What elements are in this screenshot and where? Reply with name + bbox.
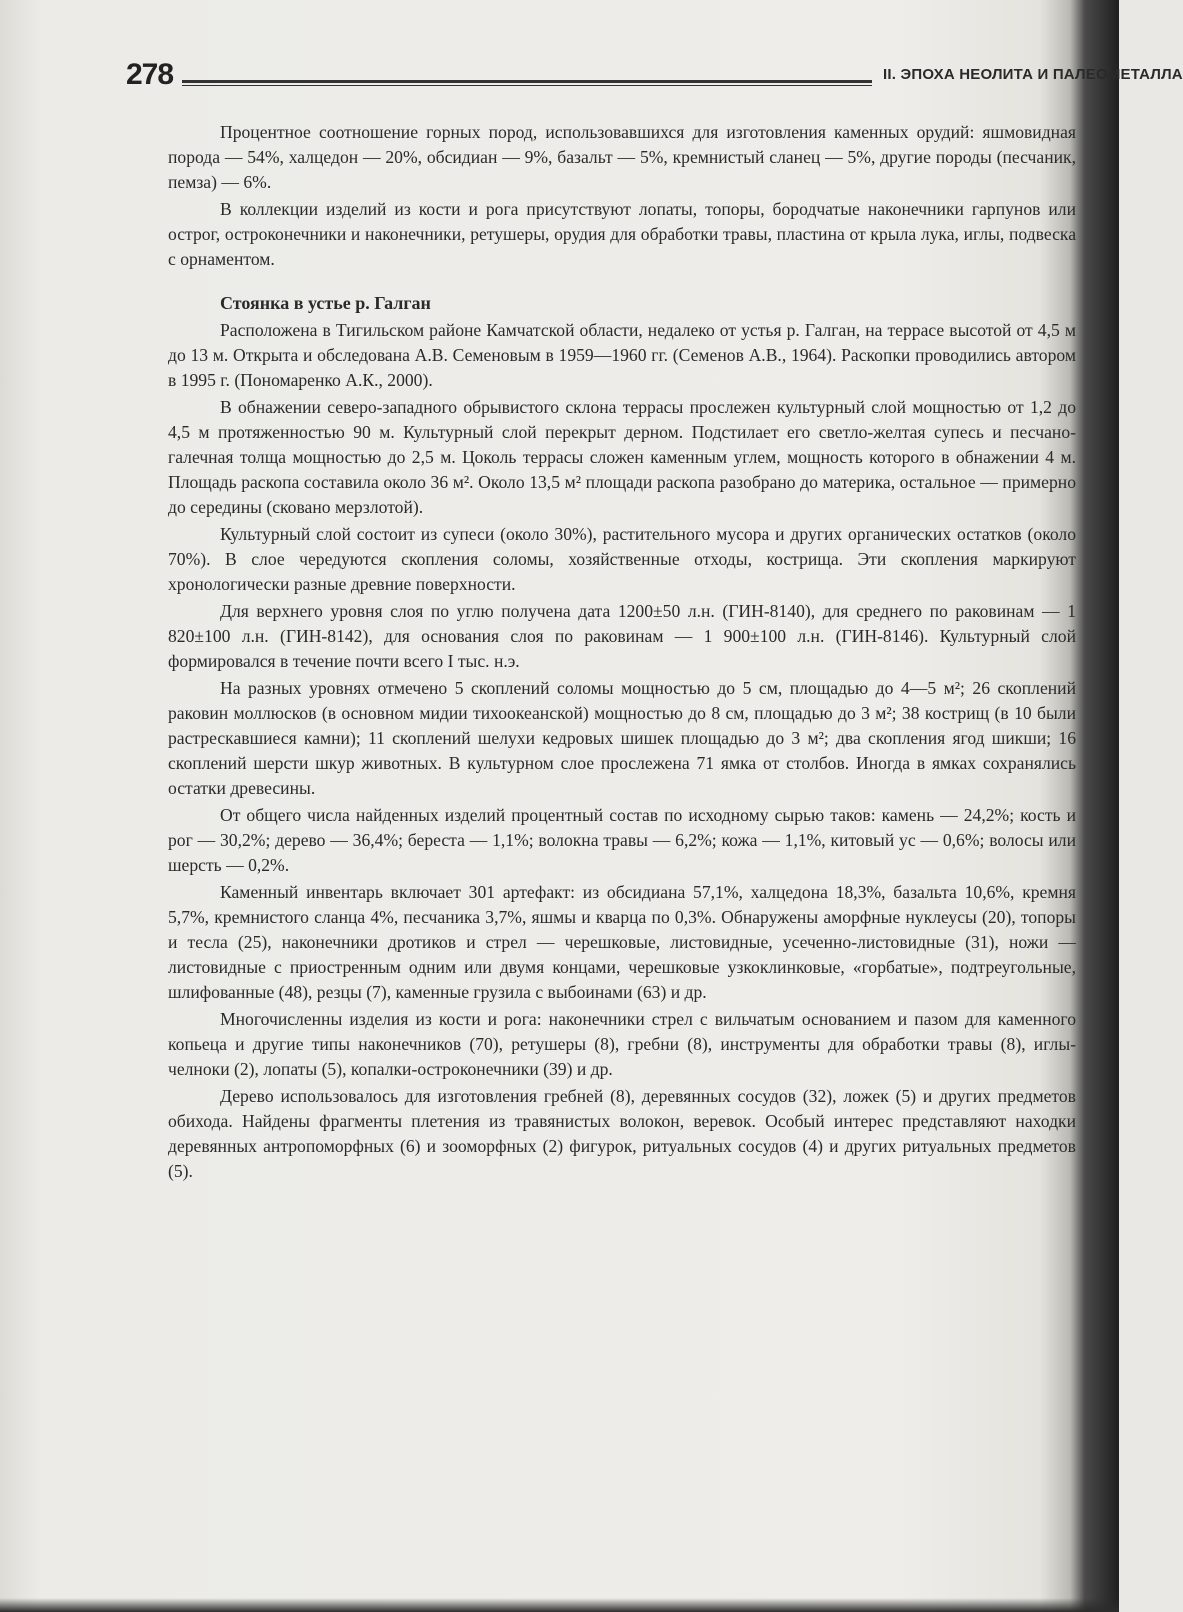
paragraph-bone-artifacts: Многочисленны изделия из кости и рога: наконечники стрел с вильчатым основанием и пазом для каменного копьеца и другие типы наконечников (70), ретушеры (8), гребни (8), инструменты для обработки травы (8), иглы-челноки (2), лопаты (5), копалки-остроконечники (39) и др. (168, 1009, 1076, 1079)
paragraph-dating: Для верхнего уровня слоя по углю получена дата 1200±50 л.н. (ГИН-8140), для среднего по раковинам — 1 820±100 л.н. (ГИН-8142), для основания слоя по раковинам — 1 900±100 л.н. (ГИН-8146). Культурный слой формировался в течение почти всего I тыс. н.э. (168, 601, 1076, 671)
page-header (126, 58, 1183, 98)
page-number: 278 (126, 58, 174, 91)
paragraph-bone-collection: В коллекции изделий из кости и рога присутствуют лопаты, топоры, бородчатые наконечники гарпунов или острог, остроконечники и наконечники, ретушеры, орудия для обработки травы, пластина от крыла лука, иглы, подвеска с орнаментом. (168, 199, 1076, 269)
paragraph-layer-composition: Культурный слой состоит из супеси (около 30%), растительного мусора и других органических остатков (около 70%). В слое чередуются скопления соломы, хозяйственные отходы, кострища. Эти скопления маркируют хронологически разные древние поверхности. (168, 524, 1076, 594)
paragraph-stone-inventory: Каменный инвентарь включает 301 артефакт: из обсидиана 57,1%, халцедона 18,3%, базальта 10,6%, кремня 5,7%, кремнистого сланца 4%, песчаника 3,7%, яшмы и кварца по 0,3%. Обнаружены аморфные нуклеусы (20), топоры и тесла (25), наконечники дротиков и стрел — черешковые, листовидные, усеченно-листовидные (31), ножи — листовидные с приостренным одним или двумя концами, черешковые узкоклинковые, «горбатые», подтреугольные, шлифованные (48), резцы (7), каменные грузила с выбоинами (63) и др. (168, 882, 1076, 1002)
page-bottom-shadow (0, 1598, 1119, 1612)
section-heading: Стоянка в устье р. Галган (220, 293, 431, 313)
paragraph-rock-percentages: Процентное соотношение горных пород, использовавшихся для изготовления каменных орудий: яшмовидная порода — 54%, халцедон — 20%, обсидиан — 9%, базальт — 5%, кремнистый сланец — 5%, другие породы (песчаник, пемза) — 6%. (168, 122, 1076, 192)
paragraph-features: На разных уровнях отмечено 5 скоплений соломы мощностью до 5 см, площадью до 4—5 м²; 26 скоплений раковин моллюсков (в основном мидии тихоокеанской) мощностью до 8 см, площадью до 3 м²; 38 кострищ (в 10 были растрескавшиеся камни); 11 скоплений шелухи кедровых шишек площадью до 3 м²; два скопления ягод шикши; 16 скоплений шерсти шкур животных. В культурном слое прослежена 71 ямка от столбов. Иногда в ямках сохранялись остатки древесины. (168, 678, 1076, 798)
paragraph-location: Расположена в Тигильском районе Камчатской области, недалеко от устья р. Галган, на террасе высотой от 4,5 м до 13 м. Открыта и обследована А.В. Семеновым в 1959—1960 гг. (Семенов А.В., 1964). Раскопки проводились автором в 1995 г. (Пономаренко А.К., 2000). (168, 320, 1076, 390)
paragraph-raw-materials: От общего числа найденных изделий процентный состав по исходному сырью таков: камень — 24,2%; кость и рог — 30,2%; дерево — 36,4%; береста — 1,1%; волокна травы — 6,2%; кожа — 1,1%, китовый ус — 0,6%; волосы или шерсть — 0,2%. (168, 805, 1076, 875)
body-text (168, 120, 1076, 1184)
paragraph-wood-artifacts: Дерево использовалось для изготовления гребней (8), деревянных сосудов (32), ложек (5) и других предметов обихода. Найдены фрагменты плетения из травянистых волокон, веревок. Особый интерес представляют находки деревянных антропоморфных (6) и зооморфных (2) фигурок, ритуальных сосудов (4) и других ритуальных предметов (5). (168, 1086, 1076, 1181)
header-rule (182, 80, 872, 86)
paragraph-exposure: В обнажении северо-западного обрывистого склона террасы прослежен культурный слой мощностью от 1,2 до 4,5 м протяженностью 90 м. Культурный слой перекрыт дерном. Подстилает его светло-желтая супесь и песчано-галечная толща мощностью до 2,5 м. Цоколь террасы сложен каменным углем, мощность которого в обнажении 4 м. Площадь раскопа составила около 36 м². Около 13,5 м² площади раскопа разобрано до материка, остальное — примерно до середины (сковано мерзлотой). (168, 397, 1076, 517)
running-head: II. ЭПОХА НЕОЛИТА И ПАЛЕОМЕТАЛЛА (883, 66, 1183, 83)
